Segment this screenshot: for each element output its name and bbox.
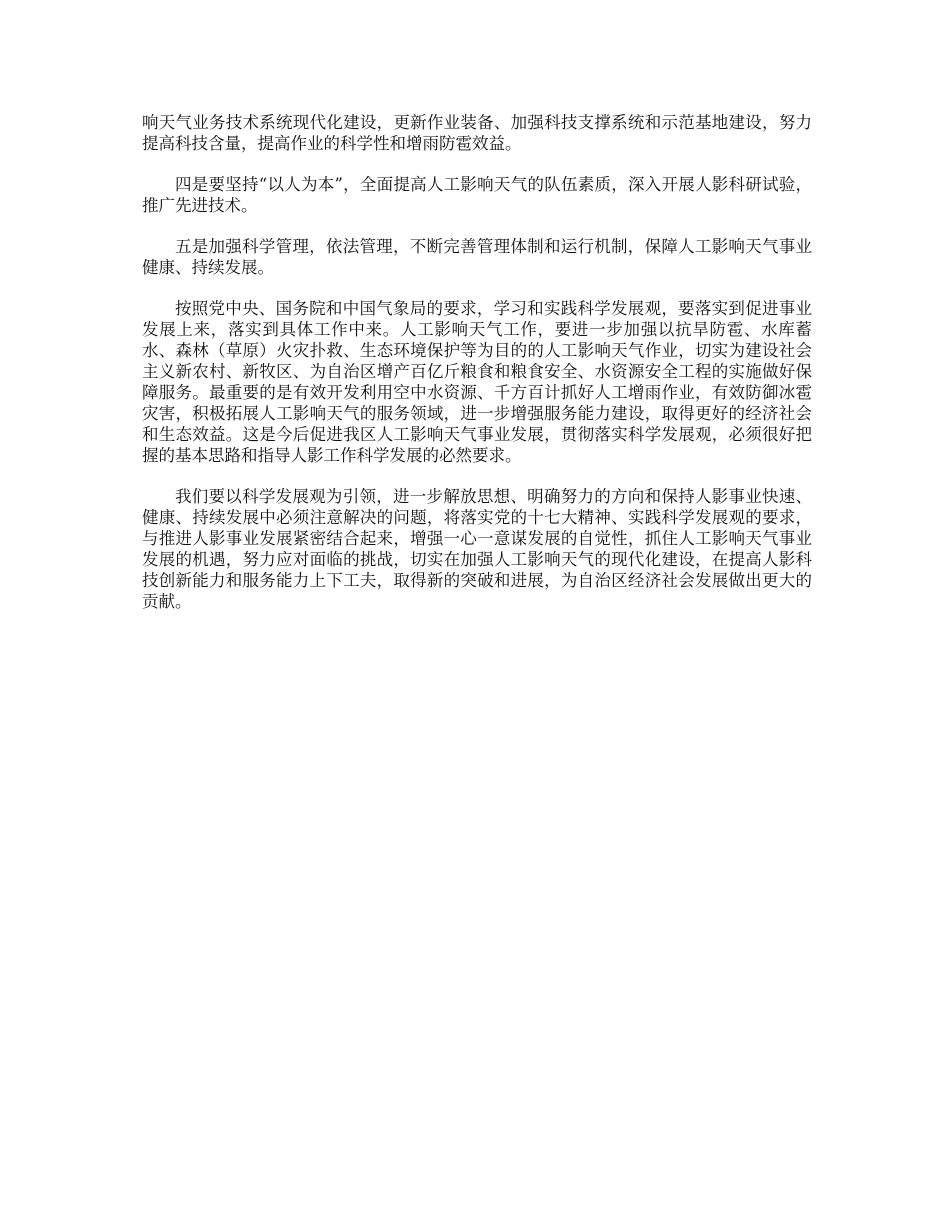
paragraph-conclusion: 我们要以科学发展观为引领，进一步解放思想、明确努力的方向和保持人影事业快速、健康、持续发展中必须注意解决的问题，将落实党的十七大精神、实践科学发展观的要求，与推进人影事业发展紧密结合起来，增强一心一意谋发展的自觉性，抓住人工影响天气事业发展的机遇，努力应对面临的挑战，切实在加强人工影响天气的现代化建设，在提高人影科技创新能力和服务能力上下工夫，取得新的突破和进展，为自治区经济社会发展做出更大的贡献。 bbox=[142, 487, 812, 611]
paragraph-point-five: 五是加强科学管理，依法管理，不断完善管理体制和运行机制，保障人工影响天气事业健康、持续发展。 bbox=[142, 237, 812, 277]
paragraph-requirements: 按照党中央、国务院和中国气象局的要求，学习和实践科学发展观，要落实到促进事业发展上来，落实到具体工作中来。人工影响天气工作，要进一步加强以抗旱防雹、水库蓄水、森林（草原）火灾扑救、生态环境保护等为目的的人工影响天气作业，切实为建设社会主义新农村、新牧区、为自治区增产百亿斤粮食和粮食安全、水资源安全工程的实施做好保障服务。最重要的是有效开发利用空中水资源、千方百计抓好人工增雨作业，有效防御冰雹灾害，积极拓展人工影响天气的服务领域，进一步增强服务能力建设，取得更好的经济社会和生态效益。这是今后促进我区人工影响天气事业发展，贯彻落实科学发展观，必须很好把握的基本思路和指导人影工作科学发展的必然要求。 bbox=[142, 299, 812, 465]
document-page bbox=[142, 112, 812, 632]
paragraph-point-four: 四是要坚持“以人为本”，全面提高人工影响天气的队伍素质，深入开展人影科研试验，推广先进技术。 bbox=[142, 175, 812, 215]
paragraph-continued: 响天气业务技术系统现代化建设，更新作业装备、加强科技支撑系统和示范基地建设，努力提高科技含量，提高作业的科学性和增雨防雹效益。 bbox=[142, 113, 812, 153]
